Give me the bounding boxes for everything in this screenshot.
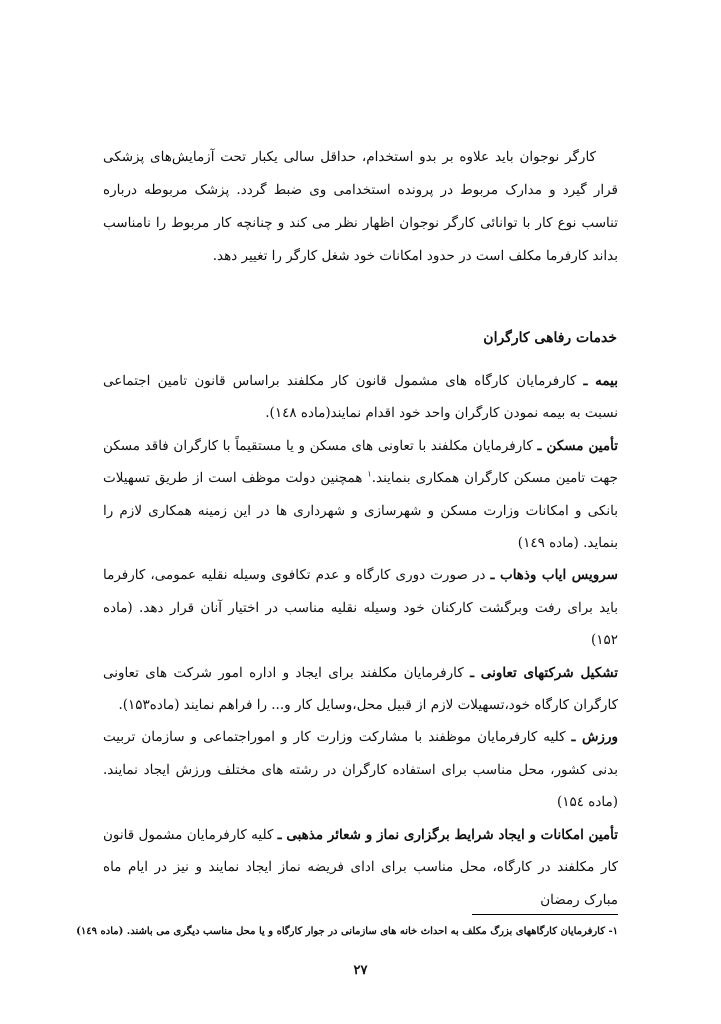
benefit-sports xyxy=(103,721,618,818)
benefit-term: بیمه ـ xyxy=(583,373,619,389)
benefit-housing xyxy=(103,430,618,560)
benefit-text: کارفرمایان مکلفند برای ایجاد و اداره امور شرکت های تعاونی کارگران کارگاه خود،تسهیلات لازم از قبیل محل،وسایل کار و... را فراهم نمایند (ماده۱۵۳). xyxy=(103,664,618,714)
benefit-text: در صورت دوری کارگاه و عدم تکافوی وسیله نقلیه عمومی، کارفرما باید برای رفت وبرگشت کارکنان خود وسیله نقلیه مناسب در اختیار آنان قرار دهد. (ماده ۱۵۲) xyxy=(103,567,618,649)
footnote-divider xyxy=(472,914,618,915)
benefit-transport xyxy=(103,559,618,656)
benefit-text: کارفرمایان کارگاه های مشمول قانون کار مکلفند براساس قانون تامین اجتماعی نسبت به بیمه نمودن کارگران واحد خود اقدام نمایند(ماده ۱٤۸). xyxy=(103,373,618,422)
benefit-prayer xyxy=(103,819,618,916)
benefit-text: کلیه کارفرمایان مشمول قانون کار مکلفند در کارگاه، محل مناسب برای ادای فریضه نماز ایجاد نمایند و نیز در ایام ماه مبارک رمضان xyxy=(103,826,618,908)
footnote: ۱- کارفرمایان کارگاههای بزرگ مکلف به احداث خانه های سازمانی در جوار کارگاه و یا محل مناسب دیگری می باشند. (ماده ۱٤۹) xyxy=(76,926,618,937)
benefit-text: کارفرمایان مکلفند با تعاونی های مسکن و یا مستقیماً با کارگران فاقد مسکن جهت تامین مسکن کارگران همکاری بنمایند. xyxy=(103,437,618,487)
page-number: ۲۷ xyxy=(353,963,368,978)
benefit-term: تأمین مسکن ـ xyxy=(537,437,618,454)
benefit-text: کلیه کارفرمایان موظفند با مشارکت وزارت کار و اموراجتماعی و سازمان تربیت بدنی کشور، محل مناسب برای استفاده کارگران در رشته های مختلف ورزش ایجاد نمایند. (ماده ۱۵٤) xyxy=(103,729,618,811)
benefit-term: سرویس ایاب وذهاب ـ xyxy=(490,567,618,584)
benefit-cooperatives xyxy=(103,657,618,722)
intro-paragraph: کارگر نوجوان باید علاوه بر بدو استخدام، حداقل سالی یکبار تحت آزمایش‌های پزشکی قرار گیرد و مدارک مربوط در پرونده استخدامی وی ضبط گردد. پزشک مربوطه درباره تناسب نوع کار با توانائی کارگر نوجوان اظهار نظر می کند و چنانچه کار مربوط را نامناسب بداند کارفرما مکلف است در حدود امکانات خود شغل کارگر را تغییر دهد. xyxy=(103,149,618,264)
benefit-text-continued: همچنین دولت موظف است از طریق تسهیلات بانکی و امکانات وزارت مسکن و شهرسازی و شهرداری ها در این زمینه همکاری لازم را بنماید. (ماده ۱٤۹) xyxy=(103,470,618,552)
benefits-list xyxy=(103,365,618,916)
footnote-reference: ۱ xyxy=(367,469,372,479)
benefit-term: ورزش ـ xyxy=(571,729,618,746)
benefit-insurance xyxy=(103,365,618,430)
benefit-term: تشکیل شرکتهای تعاونی ـ xyxy=(470,664,619,681)
section-heading: خدمات رفاهی کارگران xyxy=(483,330,617,346)
benefit-term: تأمین امکانات و ایجاد شرایط برگزاری نماز و شعائر مذهبی ـ xyxy=(277,826,618,843)
